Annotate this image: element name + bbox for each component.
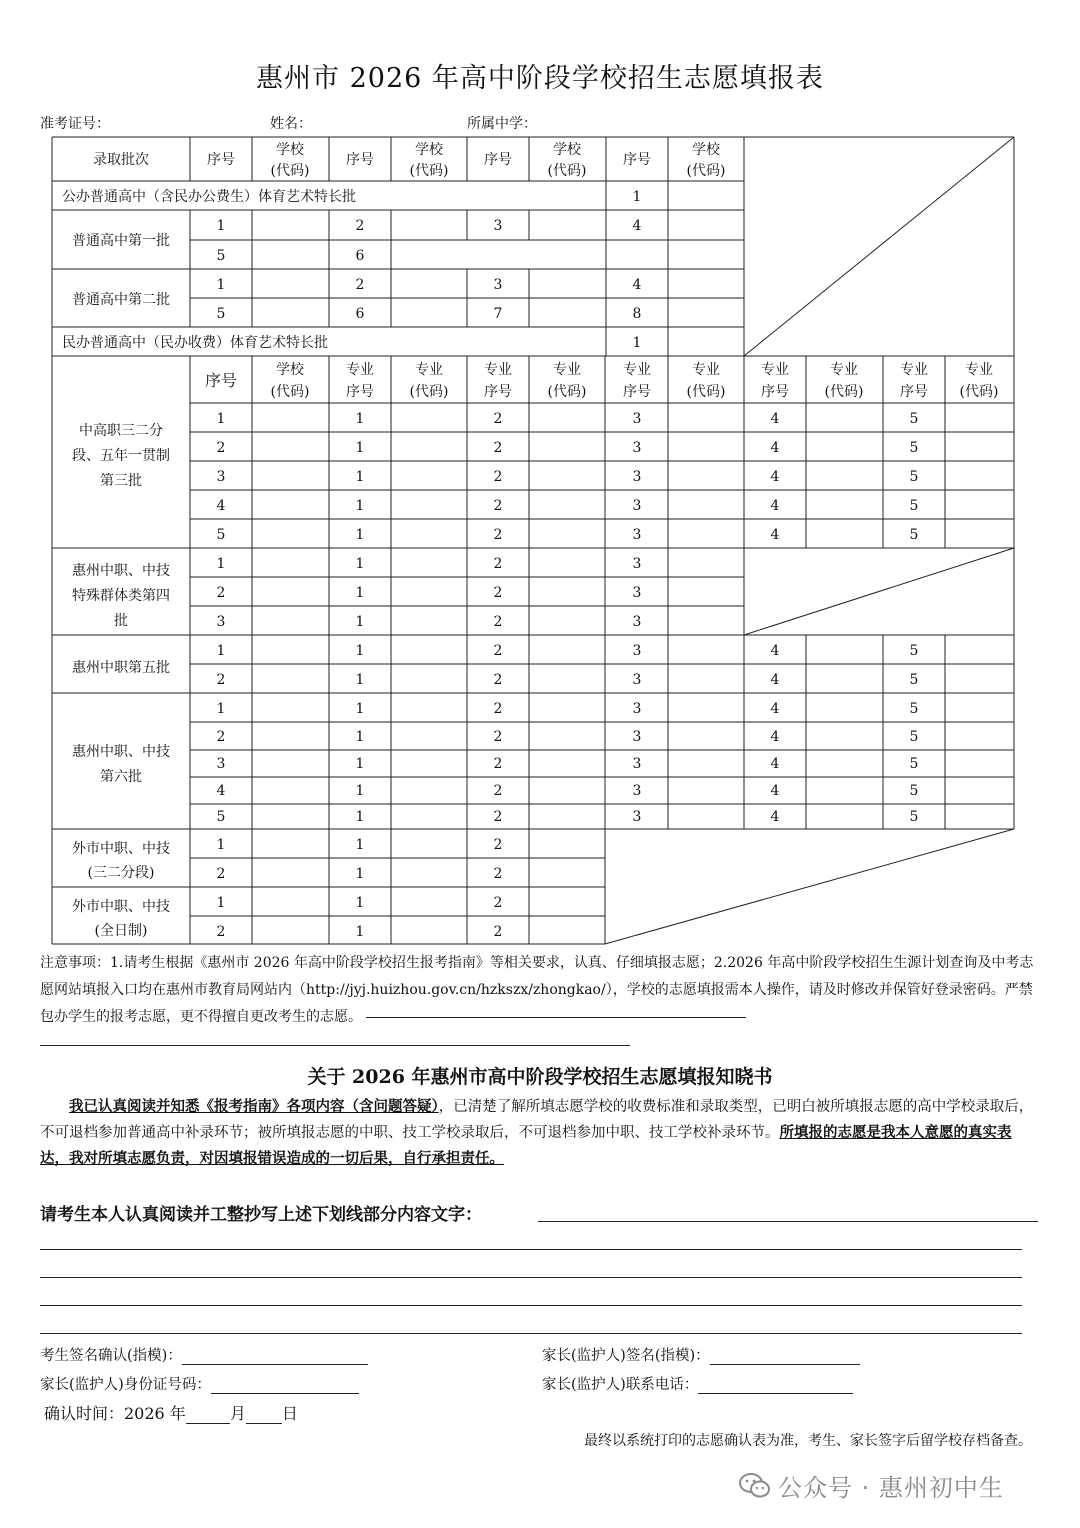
cell-number: 2 xyxy=(493,643,503,659)
cell-number: 2 xyxy=(493,440,503,456)
header-seq: 序号 xyxy=(207,152,235,168)
cell-number: 1 xyxy=(216,277,226,293)
cell-number: 2 xyxy=(216,924,226,940)
copy-instruction: 请考生本人认真阅读并工整抄写上述下划线部分内容文字： xyxy=(40,1205,482,1225)
cell-number: 2 xyxy=(355,277,365,293)
cell-number: 4 xyxy=(632,277,642,293)
cell-number: 1 xyxy=(216,218,226,234)
header-major-seq: 序号 xyxy=(484,384,512,400)
batch-5-label: 惠州中职第五批 xyxy=(72,660,170,676)
cell-number: 3 xyxy=(493,218,503,234)
notice-underlined-2: 所填报的志愿是我本人意愿的真实表达，我对所填志愿负责，对因填报错误造成的一切后果，自行承担责任。 xyxy=(40,1124,1012,1167)
header-major-seq: 序号 xyxy=(623,384,651,400)
month-label: 月 xyxy=(229,1404,246,1423)
cell-number: 5 xyxy=(216,809,226,825)
notice-underlined-1: 我已认真阅读并知悉《报考指南》各项内容（含问题答疑） xyxy=(69,1098,439,1115)
header-major-code: 专业 xyxy=(830,362,858,378)
cell-number: 5 xyxy=(909,701,919,717)
student-signature-row xyxy=(40,1344,368,1365)
batch-6-label: 惠州中职、中技 xyxy=(72,744,170,760)
table-lines xyxy=(52,137,1014,944)
cell-number: 3 xyxy=(216,614,226,630)
cell-number: 2 xyxy=(493,895,503,911)
header-school-code: (代码) xyxy=(686,163,726,179)
batch-4-label: 惠州中职、中技 xyxy=(72,563,170,579)
cell-number: 2 xyxy=(493,556,503,572)
cell-number: 5 xyxy=(909,643,919,659)
cell-number: 7 xyxy=(493,306,503,322)
cell-number: 3 xyxy=(632,701,642,717)
cell-number: 1 xyxy=(632,189,642,205)
cell-number: 5 xyxy=(216,306,226,322)
cell-number: 2 xyxy=(355,218,365,234)
cell-number: 2 xyxy=(493,411,503,427)
header-school: 学校 xyxy=(415,142,443,158)
header-major-seq: 专业 xyxy=(900,362,928,378)
cell-number: 4 xyxy=(770,701,780,717)
cell-number: 2 xyxy=(493,866,503,882)
parent-phone-row xyxy=(542,1373,853,1394)
cell-number: 1 xyxy=(355,469,365,485)
cell-number: 1 xyxy=(355,701,365,717)
cell-number: 6 xyxy=(355,306,365,322)
cell-number: 2 xyxy=(493,585,503,601)
cell-number: 1 xyxy=(355,672,365,688)
copy-line[interactable] xyxy=(40,1332,1022,1334)
batch-7-8-rows xyxy=(217,837,503,940)
cell-number: 3 xyxy=(632,585,642,601)
header-major-code: 专业 xyxy=(415,362,443,378)
cell-number: 4 xyxy=(216,498,226,514)
cell-number: 1 xyxy=(355,440,365,456)
parent-id-label: 家长(监护人)身份证号码： xyxy=(40,1377,211,1393)
cell-number: 1 xyxy=(355,783,365,799)
header-major-seq: 专业 xyxy=(761,362,789,378)
cell-number: 5 xyxy=(909,498,919,514)
header-school: 学校 xyxy=(692,142,720,158)
header-major-seq: 序号 xyxy=(346,384,374,400)
cell-number: 1 xyxy=(216,556,226,572)
cell-number: 3 xyxy=(632,809,642,825)
header-major-code: 专业 xyxy=(692,362,720,378)
student-signature-label: 考生签名确认(指模)： xyxy=(40,1348,182,1364)
cell-number: 3 xyxy=(216,469,226,485)
header-seq: 序号 xyxy=(346,152,374,168)
cell-number: 4 xyxy=(632,218,642,234)
cell-number: 3 xyxy=(632,469,642,485)
notice-title: 关于 2026 年惠州市高中阶段学校招生志愿填报知晓书 xyxy=(307,1066,773,1088)
cell-number: 1 xyxy=(216,643,226,659)
month-field[interactable] xyxy=(186,1409,230,1424)
cell-number: 5 xyxy=(909,809,919,825)
header-seq: 序号 xyxy=(204,371,238,390)
cell-number: 4 xyxy=(770,527,780,543)
cell-number: 3 xyxy=(632,527,642,543)
header-school-code: (代码) xyxy=(270,384,310,400)
cell-number: 1 xyxy=(216,837,226,853)
cell-number: 4 xyxy=(770,809,780,825)
cell-number: 1 xyxy=(355,756,365,772)
header-major-code: (代码) xyxy=(686,384,726,400)
student-signature-field[interactable] xyxy=(182,1350,368,1365)
header-major-seq: 专业 xyxy=(484,362,512,378)
cell-number: 2 xyxy=(216,866,226,882)
final-note: 最终以系统打印的志愿确认表为准，考生、家长签字后留学校存档备查。 xyxy=(584,1433,1032,1449)
copy-line[interactable] xyxy=(40,1304,1022,1306)
cell-number: 3 xyxy=(632,556,642,572)
batch-4-rows xyxy=(217,556,642,630)
cell-number: 4 xyxy=(770,729,780,745)
header-major-seq: 序号 xyxy=(761,384,789,400)
day-field[interactable] xyxy=(246,1409,282,1424)
cell-number: 4 xyxy=(770,498,780,514)
notes-divider xyxy=(40,1045,630,1046)
cell-number: 1 xyxy=(355,729,365,745)
parent-phone-field[interactable] xyxy=(698,1379,853,1394)
cell-number: 1 xyxy=(355,585,365,601)
copy-line[interactable] xyxy=(40,1248,1022,1250)
cell-number: 2 xyxy=(493,924,503,940)
cell-number: 3 xyxy=(632,672,642,688)
cell-number: 5 xyxy=(909,729,919,745)
cell-number: 3 xyxy=(632,440,642,456)
header-major-seq: 专业 xyxy=(346,362,374,378)
cell-number: 3 xyxy=(632,411,642,427)
notes-underline xyxy=(366,1016,746,1018)
cell-number: 3 xyxy=(632,643,642,659)
cell-number: 2 xyxy=(216,729,226,745)
cell-number: 5 xyxy=(909,469,919,485)
cell-number: 2 xyxy=(493,672,503,688)
cell-number: 2 xyxy=(493,783,503,799)
header-seq: 序号 xyxy=(484,152,512,168)
header-seq: 序号 xyxy=(623,152,651,168)
cell-number: 2 xyxy=(493,729,503,745)
batch-5-rows xyxy=(217,643,919,688)
header-major-code: 专业 xyxy=(553,362,581,378)
cell-number: 5 xyxy=(216,527,226,543)
header-school: 学校 xyxy=(553,142,581,158)
batch-3-rows xyxy=(217,411,919,543)
batch-4-label: 特殊群体类第四 xyxy=(72,588,170,604)
batch-3-label: 段、五年一贯制 xyxy=(72,448,170,464)
batch-4-label: 批 xyxy=(114,613,128,629)
cell-number: 5 xyxy=(216,248,226,264)
watermark xyxy=(738,1468,1004,1503)
confirm-time-row xyxy=(44,1401,298,1424)
batch-general-1: 普通高中第一批 xyxy=(72,233,170,249)
wechat-icon xyxy=(738,1472,772,1500)
cell-number: 3 xyxy=(632,783,642,799)
cell-number: 1 xyxy=(355,837,365,853)
cell-number: 1 xyxy=(355,411,365,427)
header-major-code: (代码) xyxy=(959,384,999,400)
page-title: 惠州市 2026 年高中阶段学校招生志愿填报表 xyxy=(256,63,824,94)
header-school: 学校 xyxy=(276,362,304,378)
cell-number: 4 xyxy=(770,756,780,772)
batch-8-label: 外市中职、中技 xyxy=(72,899,170,915)
cell-number: 4 xyxy=(770,469,780,485)
cell-number: 3 xyxy=(632,729,642,745)
cell-number: 2 xyxy=(216,440,226,456)
header-major-code: (代码) xyxy=(824,384,864,400)
cell-number: 1 xyxy=(355,924,365,940)
header-major-seq: 专业 xyxy=(623,362,651,378)
cell-number: 4 xyxy=(770,783,780,799)
header-major-code: 专业 xyxy=(965,362,993,378)
top-header-row xyxy=(207,141,725,179)
middle-header-row xyxy=(205,361,998,400)
cell-number: 4 xyxy=(216,783,226,799)
cell-number: 2 xyxy=(493,614,503,630)
header-school: 学校 xyxy=(276,142,304,158)
cell-number: 2 xyxy=(493,701,503,717)
cell-number: 1 xyxy=(355,556,365,572)
batch-6-label: 第六批 xyxy=(100,769,142,785)
cell-number: 1 xyxy=(216,411,226,427)
copy-line[interactable] xyxy=(538,1220,1038,1222)
cell-number: 3 xyxy=(632,614,642,630)
header-major-seq: 序号 xyxy=(900,384,928,400)
batch-7-label: (三二分段) xyxy=(87,865,155,881)
parent-id-field[interactable] xyxy=(211,1379,359,1394)
day-label: 日 xyxy=(281,1404,298,1423)
cell-number: 1 xyxy=(216,895,226,911)
header-major-code: (代码) xyxy=(547,384,587,400)
notice-body xyxy=(40,1094,1040,1172)
notes-text: 注意事项：1.请考生根据《惠州市 2026 年高中阶段学校招生报考指南》等相关要求，认真、仔细填报志愿；2.2026 年高中阶段学校招生生源计划查询及中考志愿网站填报入口均在惠州市教育局网站内（http://jyj.huizhou.gov.cn/hzkszx/zhongkao/），学校的志愿填报需本人操作，请及时修改并保管好登录密码。严禁包办学生的报考志愿，更不得擅自更改考生的志愿。 xyxy=(40,955,1034,1025)
batch-private-art: 民办普通高中（民办收费）体育艺术特长批 xyxy=(62,335,328,351)
cell-number: 5 xyxy=(909,672,919,688)
cell-number: 1 xyxy=(355,809,365,825)
cell-number: 5 xyxy=(909,411,919,427)
cell-number: 1 xyxy=(216,701,226,717)
cell-number: 3 xyxy=(632,756,642,772)
cell-number: 4 xyxy=(770,411,780,427)
cell-number: 4 xyxy=(770,440,780,456)
watermark-text: 公众号 · 惠州初中生 xyxy=(778,1474,1004,1502)
copy-line[interactable] xyxy=(40,1276,1022,1278)
cell-number: 3 xyxy=(632,498,642,514)
notice-plain: ，已清楚了解所填志愿学校的收费标准和录取类型，已明白被所填报志愿的高中学校录取后，不可退档参加普通高中补录环节；被所填报志愿的中职、技工学校录取后，不可退档参加中职、技工学校补录环节。 xyxy=(40,1099,1034,1141)
notes-section xyxy=(40,950,1040,1031)
cell-number: 1 xyxy=(355,866,365,882)
header-school-code: (代码) xyxy=(409,163,449,179)
cell-number: 1 xyxy=(355,527,365,543)
cell-number: 2 xyxy=(493,498,503,514)
exam-number-label: 准考证号： xyxy=(40,116,110,132)
batch-6-rows xyxy=(217,701,919,825)
parent-signature-row xyxy=(542,1344,860,1365)
batch-3-label: 中高职三二分 xyxy=(79,423,163,439)
batch-3-label: 第三批 xyxy=(100,473,142,489)
cell-number: 1 xyxy=(355,895,365,911)
batch-8-label: (全日制) xyxy=(94,923,148,939)
cell-number: 6 xyxy=(355,248,365,264)
confirm-time-label: 确认时间：2026 年 xyxy=(44,1404,186,1423)
cell-number: 3 xyxy=(216,756,226,772)
header-major-code: (代码) xyxy=(409,384,449,400)
parent-id-row xyxy=(40,1373,359,1394)
cell-number: 5 xyxy=(909,527,919,543)
cell-number: 5 xyxy=(909,440,919,456)
header-school-code: (代码) xyxy=(270,163,310,179)
student-name-label: 姓名： xyxy=(270,116,312,132)
cell-number: 2 xyxy=(493,469,503,485)
cell-number: 1 xyxy=(355,498,365,514)
cell-number: 5 xyxy=(909,756,919,772)
cell-number: 1 xyxy=(632,335,642,351)
cell-number: 4 xyxy=(770,672,780,688)
cell-number: 2 xyxy=(216,585,226,601)
cell-number: 1 xyxy=(355,643,365,659)
school-label: 所属中学： xyxy=(467,116,537,132)
cell-number: 4 xyxy=(770,643,780,659)
cell-number: 8 xyxy=(632,306,642,322)
cell-number: 1 xyxy=(355,614,365,630)
batch-7-label: 外市中职、中技 xyxy=(72,841,170,857)
header-batch: 录取批次 xyxy=(93,152,149,168)
cell-number: 2 xyxy=(493,837,503,853)
header-school-code: (代码) xyxy=(547,163,587,179)
cell-number: 2 xyxy=(493,809,503,825)
cell-number: 5 xyxy=(909,783,919,799)
cell-number: 3 xyxy=(493,277,503,293)
batch-public-art: 公办普通高中（含民办公费生）体育艺术特长批 xyxy=(62,189,356,205)
cell-number: 2 xyxy=(493,756,503,772)
batch-general-2: 普通高中第二批 xyxy=(72,292,170,308)
parent-phone-label: 家长(监护人)联系电话： xyxy=(542,1377,699,1393)
parent-signature-label: 家长(监护人)签名(指模)： xyxy=(542,1348,710,1364)
cell-number: 2 xyxy=(216,672,226,688)
cell-number: 2 xyxy=(493,527,503,543)
parent-signature-field[interactable] xyxy=(710,1350,860,1365)
